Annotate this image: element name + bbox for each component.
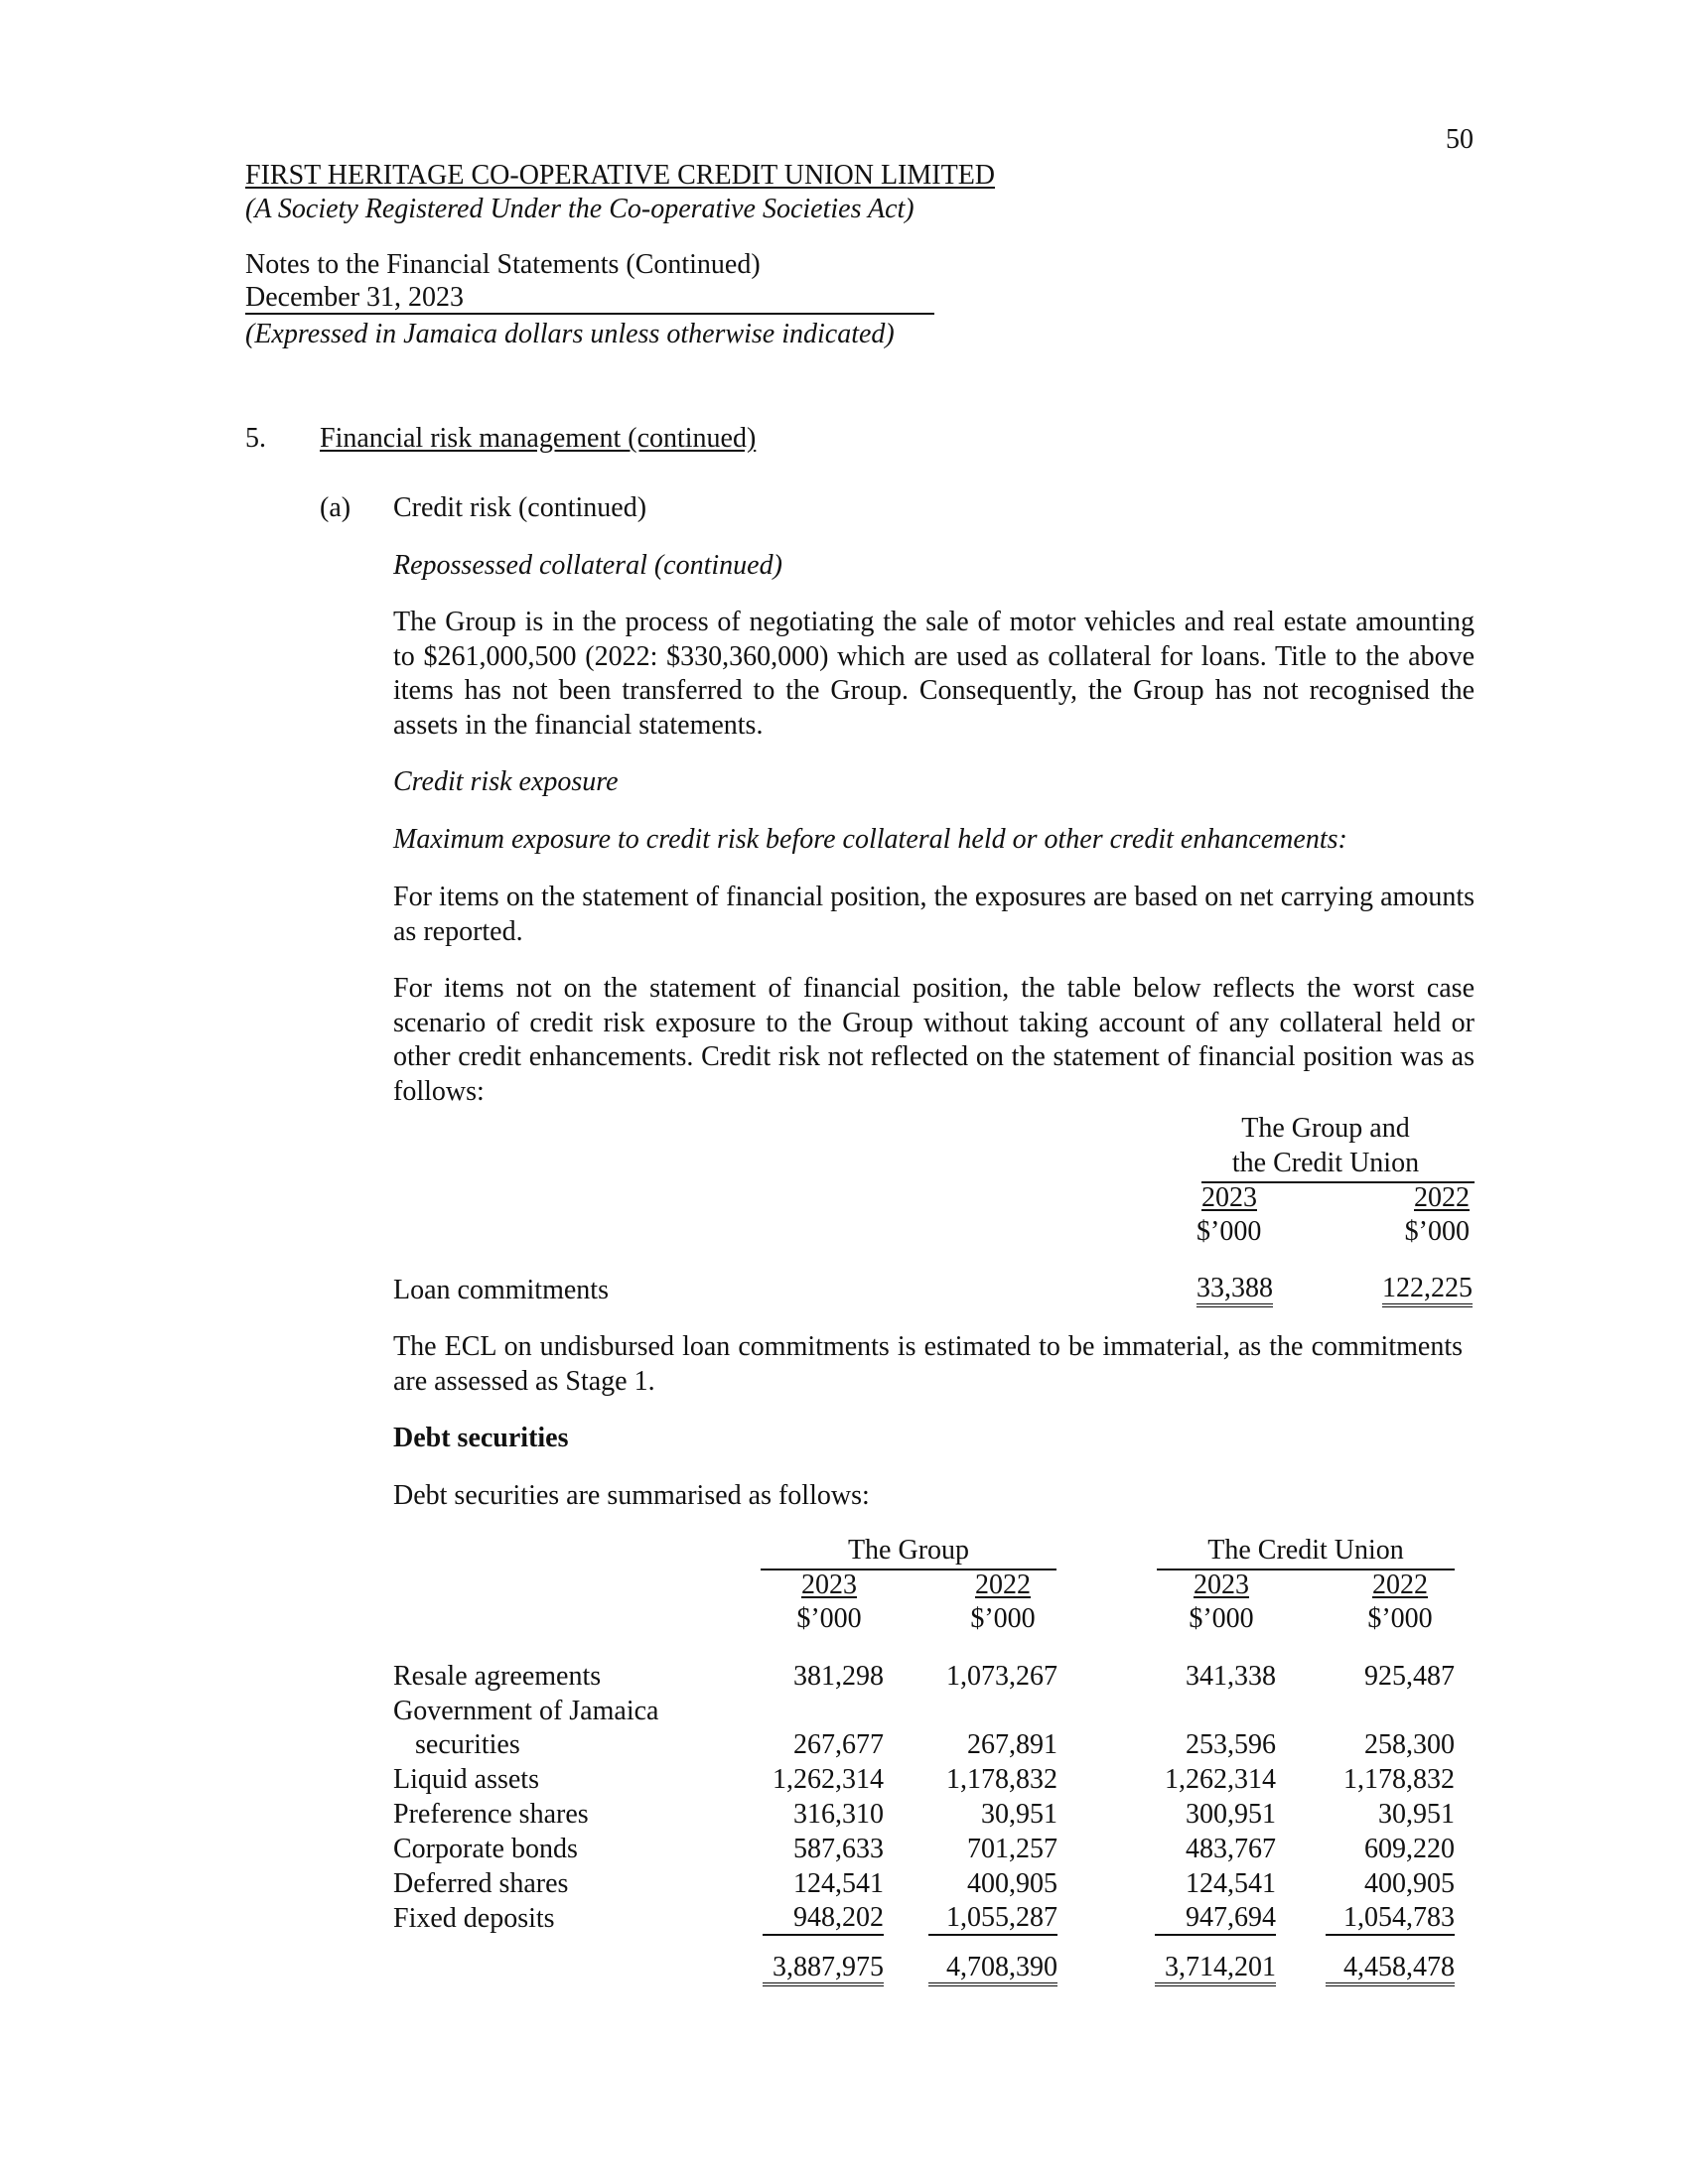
currency-note: (Expressed in Jamaica dollars unless otherwise indicated) bbox=[245, 319, 895, 349]
max-exposure-heading: Maximum exposure to credit risk before collateral held or other credit enhancements: bbox=[393, 824, 1347, 855]
loan-value-2023: 33,388 bbox=[1196, 1273, 1273, 1307]
loan-row-label: Loan commitments bbox=[393, 1275, 609, 1305]
loan-value-2022: 122,225 bbox=[1382, 1273, 1473, 1307]
cell-value: 1,262,314 bbox=[773, 1764, 884, 1795]
debt-year-cu-2022: 2022 bbox=[1372, 1570, 1428, 1600]
cell-value: 300,951 bbox=[1186, 1799, 1276, 1830]
cell-value: 1,178,832 bbox=[1343, 1764, 1455, 1795]
subsection-title: Credit risk (continued) bbox=[393, 492, 647, 523]
row-label: Deferred shares bbox=[393, 1868, 569, 1899]
row-label: Corporate bonds bbox=[393, 1834, 578, 1864]
debt-year-cu-2023: 2023 bbox=[1194, 1570, 1249, 1600]
debt-year-group-2022: 2022 bbox=[975, 1570, 1031, 1600]
report-date: December 31, 2023 bbox=[245, 283, 934, 315]
cell-value: 1,073,267 bbox=[946, 1661, 1057, 1692]
cell-value: 30,951 bbox=[981, 1799, 1057, 1830]
cell-value: 258,300 bbox=[1364, 1729, 1455, 1760]
row-label-continued: securities bbox=[415, 1729, 520, 1760]
cell-value: 609,220 bbox=[1364, 1834, 1455, 1864]
section-title: Financial risk management (continued) bbox=[320, 423, 757, 454]
row-label: Liquid assets bbox=[393, 1764, 539, 1795]
row-label: Resale agreements bbox=[393, 1661, 602, 1692]
page-number: 50 bbox=[1446, 124, 1474, 155]
cell-value: 400,905 bbox=[1364, 1868, 1455, 1899]
row-label: Government of Jamaica bbox=[393, 1696, 659, 1726]
total-value: 4,458,478 bbox=[1326, 1953, 1455, 1986]
off-balance-paragraph: For items not on the statement of financial position, the table below reflects the worst case scenario of credit risk exposure to the Group without taking account of any collateral held or other credit enhancements. Credit risk not reflected on the statement of financial position was as follows: bbox=[393, 973, 1475, 1107]
section-number: 5. bbox=[245, 423, 266, 454]
subsection-label: (a) bbox=[320, 492, 352, 523]
loan-unit-2022: $’000 bbox=[1404, 1216, 1470, 1247]
cell-value: 124,541 bbox=[1186, 1868, 1276, 1899]
debt-intro: Debt securities are summarised as follows: bbox=[393, 1480, 870, 1511]
debt-unit-group-2022: $’000 bbox=[970, 1603, 1036, 1634]
debt-unit-group-2023: $’000 bbox=[796, 1603, 862, 1634]
cell-value: 400,905 bbox=[967, 1868, 1057, 1899]
cell-value: 267,891 bbox=[967, 1729, 1057, 1760]
cell-value: 1,178,832 bbox=[946, 1764, 1057, 1795]
cell-value: 948,202 bbox=[763, 1902, 884, 1936]
cell-value: 701,257 bbox=[967, 1834, 1057, 1864]
loan-unit-2023: $’000 bbox=[1196, 1216, 1262, 1247]
company-name: FIRST HERITAGE CO-OPERATIVE CREDIT UNION LIMITED bbox=[245, 160, 996, 191]
debt-unit-cu-2022: $’000 bbox=[1367, 1603, 1433, 1634]
debt-heading: Debt securities bbox=[393, 1423, 569, 1453]
debt-group-header-credit-union: The Credit Union bbox=[1207, 1535, 1404, 1566]
debt-year-group-2023: 2023 bbox=[801, 1570, 857, 1600]
cell-value: 316,310 bbox=[793, 1799, 884, 1830]
cell-value: 1,055,287 bbox=[928, 1902, 1057, 1936]
debt-unit-cu-2023: $’000 bbox=[1189, 1603, 1254, 1634]
debt-group-header-group: The Group bbox=[847, 1535, 970, 1566]
cell-value: 1,262,314 bbox=[1165, 1764, 1276, 1795]
cell-value: 253,596 bbox=[1186, 1729, 1276, 1760]
cell-value: 341,338 bbox=[1186, 1661, 1276, 1692]
loan-year-2022: 2022 bbox=[1414, 1182, 1470, 1213]
cell-value: 1,054,783 bbox=[1326, 1902, 1455, 1936]
loan-year-2023: 2023 bbox=[1201, 1182, 1257, 1213]
on-balance-paragraph: For items on the statement of financial position, the exposures are based on net carrying amounts as reported. bbox=[393, 882, 1475, 947]
total-value: 4,708,390 bbox=[928, 1953, 1057, 1986]
cell-value: 925,487 bbox=[1364, 1661, 1455, 1692]
row-label: Fixed deposits bbox=[393, 1903, 555, 1934]
notes-title: Notes to the Financial Statements (Continued) bbox=[245, 249, 761, 280]
loan-table-header-line2: the Credit Union bbox=[1231, 1148, 1420, 1178]
repossessed-heading: Repossessed collateral (continued) bbox=[393, 550, 782, 581]
cell-value: 483,767 bbox=[1186, 1834, 1276, 1864]
cell-value: 30,951 bbox=[1378, 1799, 1455, 1830]
company-subtitle: (A Society Registered Under the Co-operative Societies Act) bbox=[245, 194, 914, 224]
exposure-heading: Credit risk exposure bbox=[393, 766, 619, 797]
cell-value: 267,677 bbox=[793, 1729, 884, 1760]
cell-value: 381,298 bbox=[793, 1661, 884, 1692]
ecl-paragraph: The ECL on undisbursed loan commitments is estimated to be immaterial, as the commitments are assessed as Stage 1. bbox=[393, 1331, 1463, 1397]
total-value: 3,887,975 bbox=[763, 1953, 884, 1986]
repossessed-paragraph: The Group is in the process of negotiating the sale of motor vehicles and real estate amounting to $261,000,500 (2022: $330,360,000) which are used as collateral for loans. Title to the above items has not been transferred to the Group. Consequently, the Group has not recognised the assets in the financial statements. bbox=[393, 607, 1475, 741]
cell-value: 124,541 bbox=[793, 1868, 884, 1899]
total-value: 3,714,201 bbox=[1155, 1953, 1276, 1986]
row-label: Preference shares bbox=[393, 1799, 589, 1830]
loan-table-header-line1: The Group and bbox=[1241, 1113, 1410, 1144]
cell-value: 947,694 bbox=[1155, 1902, 1276, 1936]
cell-value: 587,633 bbox=[793, 1834, 884, 1864]
